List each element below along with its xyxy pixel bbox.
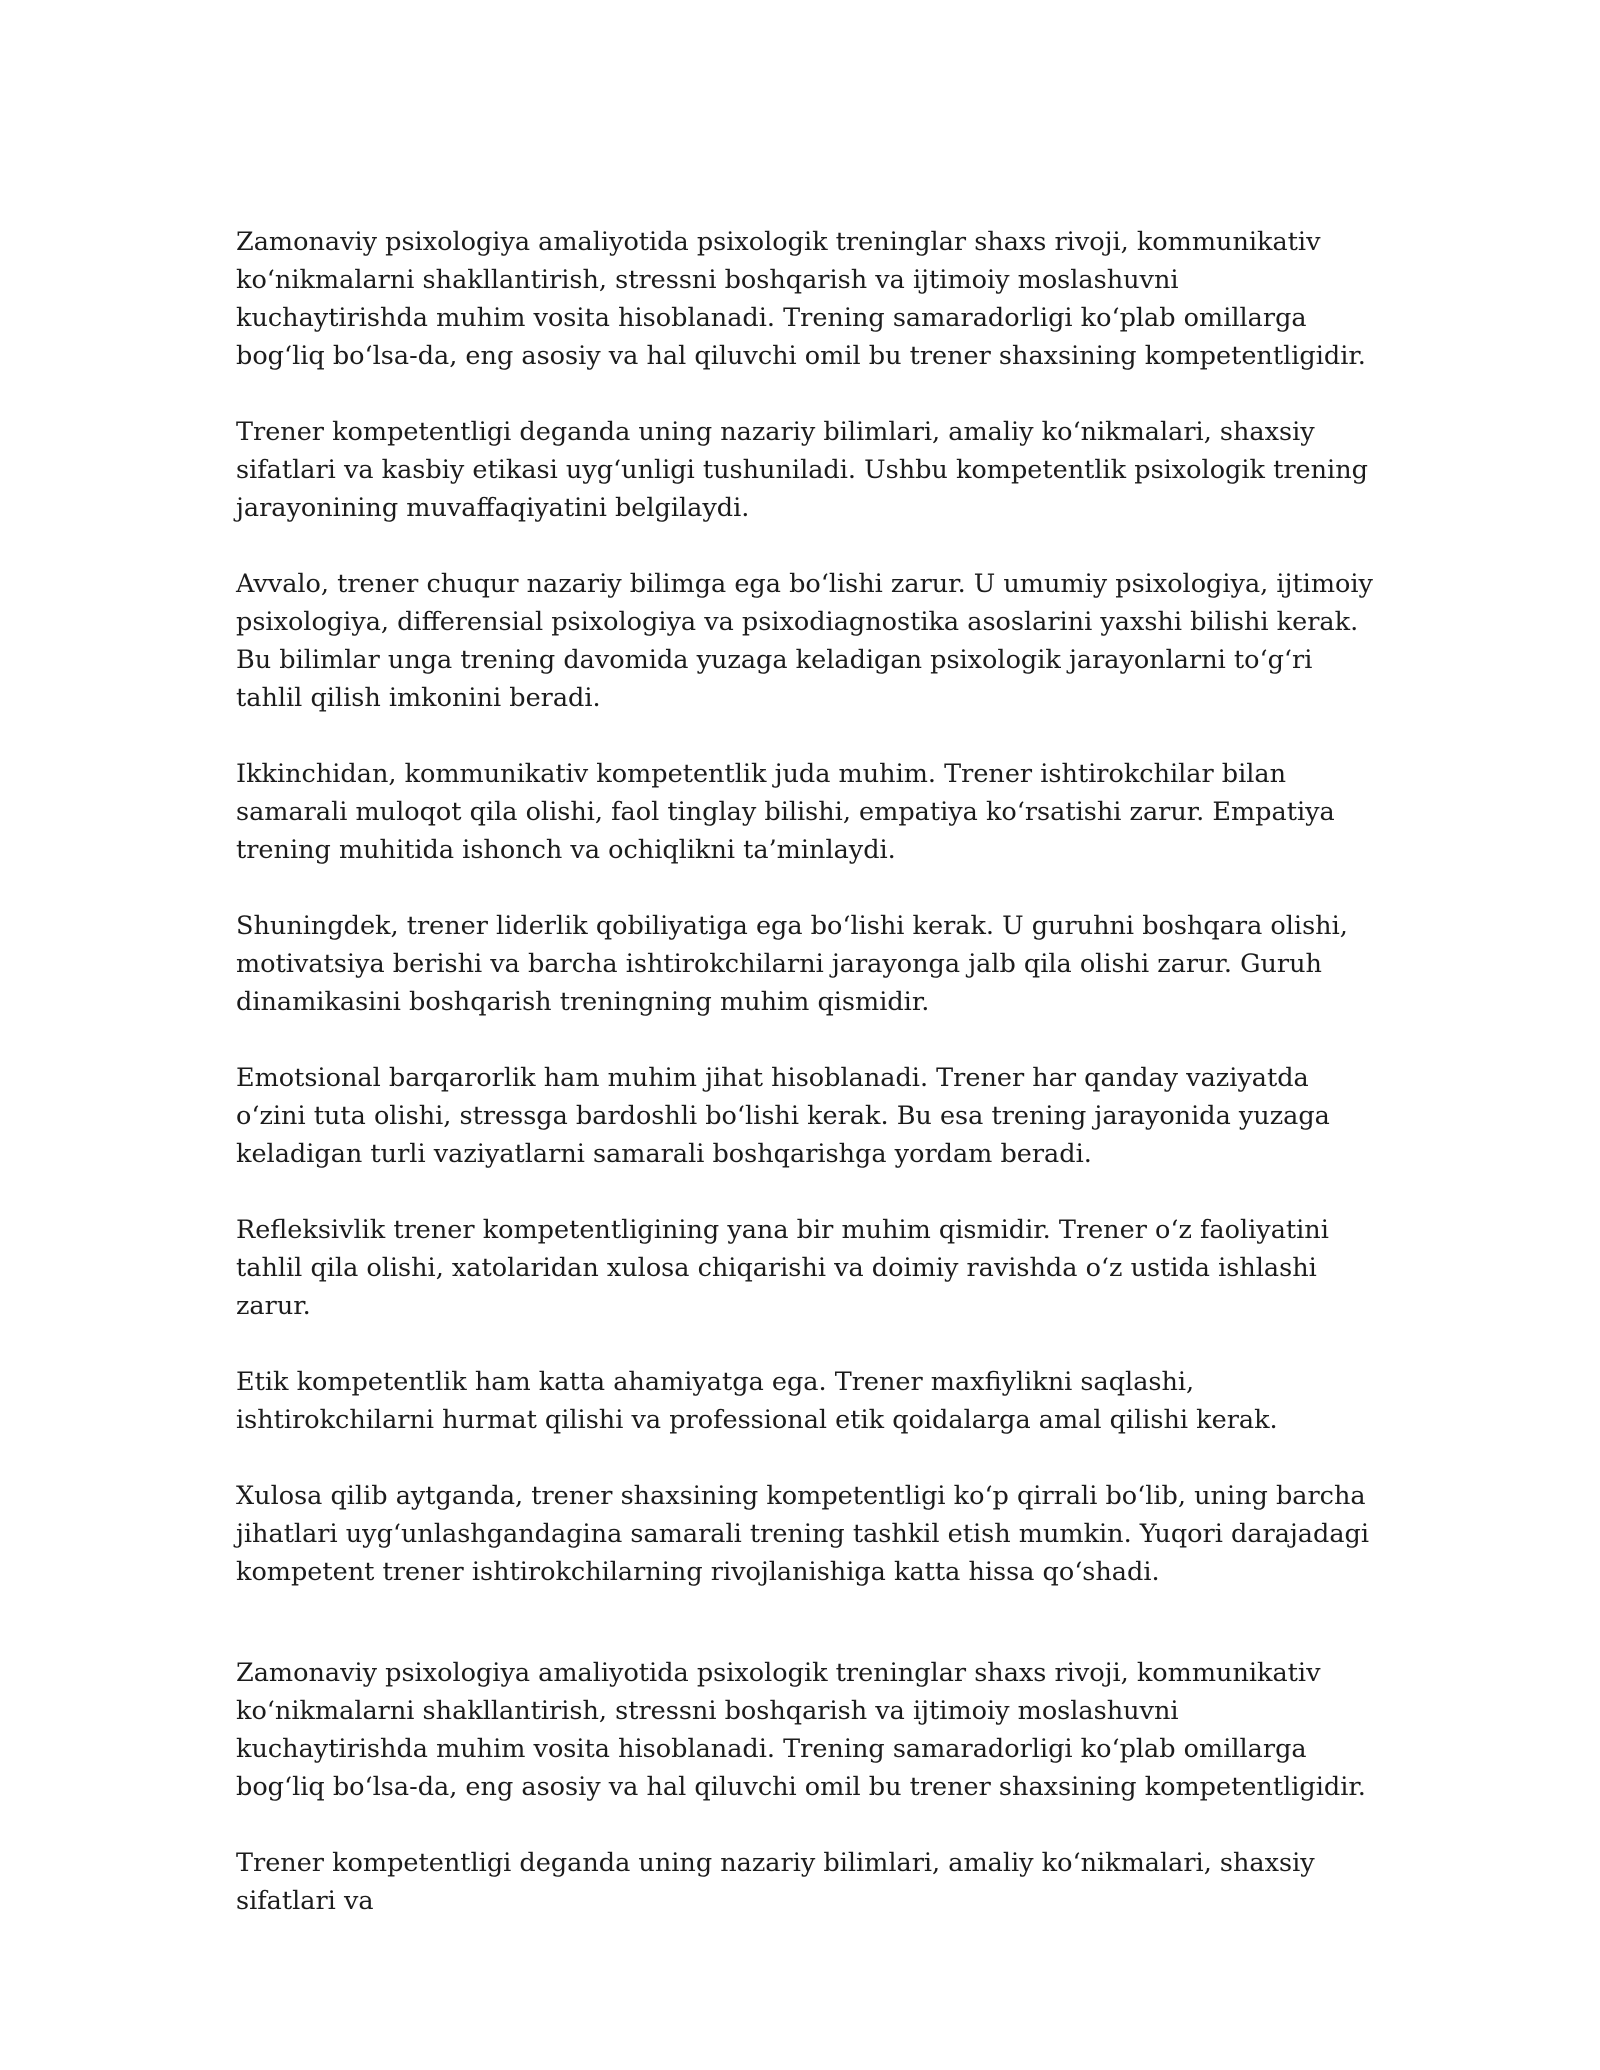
paragraph-competence-definition-partial: Trener kompetentligi deganda uning nazariy bilimlari, amaliy ko‘nikmalari, shaxsiy sifatlari va bbox=[236, 1848, 1315, 1916]
paragraph-theoretical-knowledge: Avvalo, trener chuqur nazariy bilimga ega bo‘lishi zarur. U umumiy psixologiya, ijtimoiy psixologiya, differensial psixologiya va psixodiagnostika asoslarini yaxshi bilishi kerak. Bu bilimlar unga trening davomida yuzaga keladigan psixologik jarayonlarni to‘g‘ri tahlil qilish imkonini beradi. bbox=[236, 569, 1373, 713]
paragraph-intro: Zamonaviy psixologiya amaliyotida psixologik treninglar shaxs rivoji, kommunikativ ko‘nikmalarni shakllantirish, stressni boshqarish va ijtimoiy moslashuvni kuchaytirishda muhim vosita hisoblanadi. Trening samaradorligi ko‘plab omillarga bog‘liq bo‘lsa-da, eng asosiy va hal qiluvchi omil bu trener shaxsining kompetentligidir. bbox=[236, 227, 1366, 371]
paragraph-emotional-stability: Emotsional barqarorlik ham muhim jihat hisoblanadi. Trener har qanday vaziyatda o‘zini tuta olishi, stressga bardoshli bo‘lishi kerak. Bu esa trening jarayonida yuzaga keladigan turli vaziyatlarni samarali boshqarishga yordam beradi. bbox=[236, 1063, 1330, 1169]
text-section-two bbox=[236, 1654, 1376, 1958]
paragraph-intro-repeat: Zamonaviy psixologiya amaliyotida psixologik treninglar shaxs rivoji, kommunikativ ko‘nikmalarni shakllantirish, stressni boshqarish va ijtimoiy moslashuvni kuchaytirishda muhim vosita hisoblanadi. Trening samaradorligi ko‘plab omillarga bog‘liq bo‘lsa-da, eng asosiy va hal qiluvchi omil bu trener shaxsining kompetentligidir. bbox=[236, 1658, 1366, 1802]
paragraph-ethics: Etik kompetentlik ham katta ahamiyatga ega. Trener maxfiylikni saqlashi, ishtirokchilarni hurmat qilishi va professional etik qoidalarga amal qilishi kerak. bbox=[236, 1367, 1278, 1435]
text-section-one bbox=[236, 223, 1376, 1629]
paragraph-competence-definition: Trener kompetentligi deganda uning nazariy bilimlari, amaliy ko‘nikmalari, shaxsiy sifatlari va kasbiy etikasi uyg‘unligi tushuniladi. Ushbu kompetentlik psixologik trening jarayonining muvaffaqiyatini belgilaydi. bbox=[236, 417, 1368, 523]
paragraph-leadership: Shuningdek, trener liderlik qobiliyatiga ega bo‘lishi kerak. U guruhni boshqara olishi, motivatsiya berishi va barcha ishtirokchilarni jarayonga jalb qila olishi zarur. Guruh dinamikasini boshqarish treningning muhim qismidir. bbox=[236, 911, 1348, 1017]
paragraph-conclusion: Xulosa qilib aytganda, trener shaxsining kompetentligi ko‘p qirrali bo‘lib, uning barcha jihatlari uyg‘unlashgandagina samarali trening tashkil etish mumkin. Yuqori darajadagi kompetent trener ishtirokchilarning rivojlanishiga katta hissa qo‘shadi. bbox=[236, 1481, 1370, 1587]
paragraph-reflexivity: Refleksivlik trener kompetentligining yana bir muhim qismidir. Trener o‘z faoliyatini tahlil qila olishi, xatolaridan xulosa chiqarishi va doimiy ravishda o‘z ustida ishlashi zarur. bbox=[236, 1215, 1329, 1321]
paragraph-communicative-competence: Ikkinchidan, kommunikativ kompetentlik juda muhim. Trener ishtirokchilar bilan samarali muloqot qila olishi, faol tinglay bilishi, empatiya ko‘rsatishi zarur. Empatiya trening muhitida ishonch va ochiqlikni ta’minlaydi. bbox=[236, 759, 1335, 865]
